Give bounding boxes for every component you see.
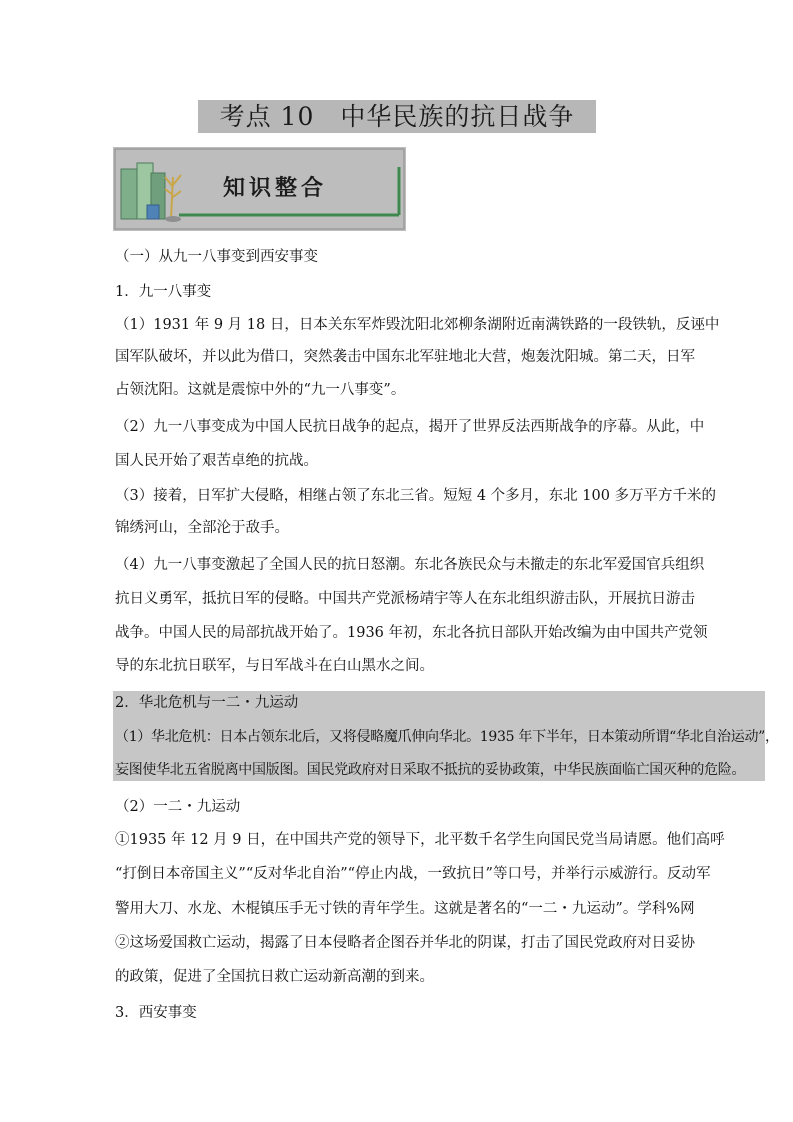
paragraph-line: 警用大刀、水龙、木棍镇压手无寸铁的青年学生。这就是著名的“一二・九运动”。学科%网 [115,901,695,917]
paragraph-line: 导的东北抗日联军，与日军战斗在白山黑水之间。 [115,658,434,674]
subheading: 3．西安事变 [115,1005,197,1021]
paragraph-line: （4）九一八事变激起了全国人民的抗日怒潮。东北各族民众与未撤走的东北军爱国官兵组织 [115,557,705,573]
paragraph-line: ②这场爱国救亡运动，揭露了日本侵略者企图吞并华北的阴谋，打击了国民党政府对日妥协 [115,935,695,951]
paragraph-line: 国军队破坏，并以此为借口，突然袭击中国东北军驻地北大营，炮轰沈阳城。第二天，日军 [115,349,695,365]
paragraph-line: ①1935 年 12 月 9 日，在中国共产党的领导下，北平数千名学生向国民党当局请愿。他们高呼 [115,832,725,848]
paragraph-line: 锦绣河山，全部沦于敌手。 [115,520,289,536]
section-heading: （一）从九一八事变到西安事变 [115,249,318,265]
subheading: （2）一二・九运动 [115,799,241,815]
paragraph-line: （2）九一八事变成为中国人民抗日战争的起点，揭开了世界反法西斯战争的序幕。从此，中 [115,419,705,435]
banner-title: 知识整合 [223,175,328,201]
knowledge-banner [113,147,406,231]
paragraph-line: （1）华北危机：日本占领东北后，又将侵略魔爪伸向华北。1935 年下半年，日本策动所谓“华北自治运动”， [115,729,779,745]
paragraph-line: 妄图使华北五省脱离中国版图。国民党政府对日采取不抵抗的妥协政策，中华民族面临亡国灭种的危险。 [115,762,746,778]
subheading: 2．华北危机与一二・九运动 [115,695,299,711]
paragraph-line: 占领沈阳。这就是震惊中外的“九一八事变”。 [115,382,406,398]
paragraph-line: 国人民开始了艰苦卓绝的抗战。 [115,453,318,469]
paragraph-line: 战争。中国人民的局部抗战开始了。1936 年初，东北各抗日部队开始改编为由中国共产党领 [115,625,708,641]
paragraph-line: 抗日义勇军，抵抗日军的侵略。中国共产党派杨靖宇等人在东北组织游击队，开展抗日游击 [115,591,695,607]
page-title: 考点 10 中华民族的抗日战争 [198,100,596,133]
paragraph-line: （1）1931 年 9 月 18 日，日本关东军炸毁沈阳北郊柳条湖附近南满铁路的一段铁轨，反诬中 [115,317,720,333]
paragraph-line: （3）接着，日军扩大侵略，相继占领了东北三省。短短 4 个多月，东北 100 多万平方千米的 [115,488,717,504]
subheading: 1．九一八事变 [115,284,212,300]
paragraph-line: “打倒日本帝国主义”“反对华北自治”“停止内战，一致抗日”等口号，并举行示威游行。反动军 [115,866,711,882]
paragraph-line: 的政策，促进了全国抗日救亡运动新高潮的到来。 [115,969,434,985]
